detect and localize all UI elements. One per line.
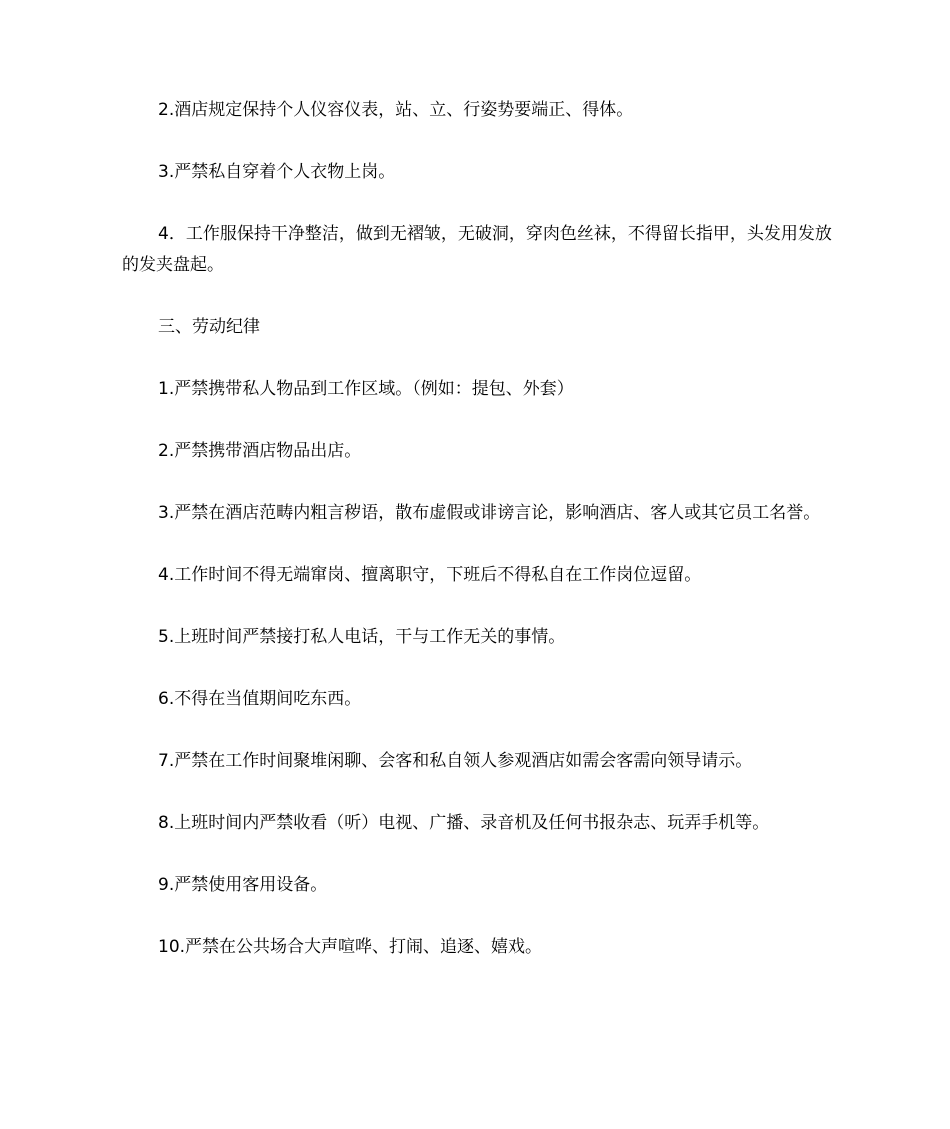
paragraph-no-noise: 10.严禁在公共场合大声喧哗、打闹、追逐、嬉戏。 [158, 937, 543, 957]
paragraph-no-guest-equipment: 9.严禁使用客用设备。 [158, 875, 328, 895]
document-page [122, 95, 834, 994]
paragraph-no-personal-items: 1.严禁携带私人物品到工作区域。（例如：提包、外套） [158, 379, 574, 399]
paragraph-uniform-rule: 4．工作服保持干净整洁，做到无褶皱，无破洞，穿肉色丝袜，不得留长指甲，头发用发放的发夹盘起。 [122, 224, 832, 275]
paragraph-no-leaving-post: 4.工作时间不得无端窜岗、擅离职守，下班后不得私自在工作岗位逗留。 [158, 565, 702, 585]
paragraph-no-chatting: 7.严禁在工作时间聚堆闲聊、会客和私自领人参观酒店如需会客需向领导请示。 [158, 751, 753, 771]
paragraph-no-personal-calls: 5.上班时间严禁接打私人电话，干与工作无关的事情。 [158, 627, 566, 647]
paragraph-no-foul-language: 3.严禁在酒店范畴内粗言秽语，散布虚假或诽谤言论，影响酒店、客人或其它员工名誉。 [158, 503, 821, 523]
paragraph-no-eating: 6.不得在当值期间吃东西。 [158, 689, 362, 709]
paragraph-no-media: 8.上班时间内严禁收看（听）电视、广播、录音机及任何书报杂志、玩弄手机等。 [158, 813, 770, 833]
paragraph-appearance-rule: 2.酒店规定保持个人仪容仪表，站、立、行姿势要端正、得体。 [158, 100, 634, 120]
section-heading-labor-discipline: 三、劳动纪律 [158, 317, 260, 337]
paragraph-no-personal-clothing: 3.严禁私自穿着个人衣物上岗。 [158, 162, 396, 182]
paragraph-no-hotel-items-out: 2.严禁携带酒店物品出店。 [158, 441, 362, 461]
